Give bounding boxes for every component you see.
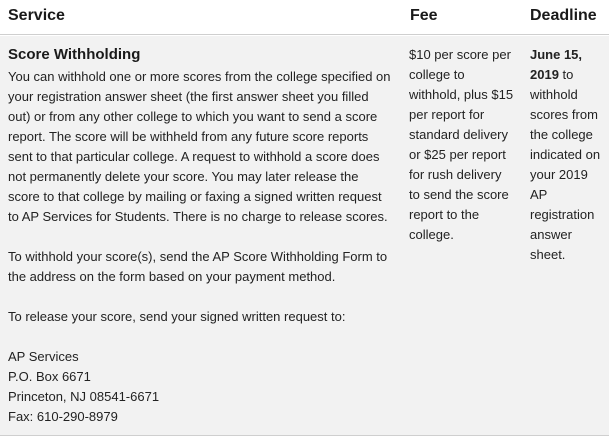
table-header-row (0, 0, 609, 35)
service-address (8, 347, 394, 427)
header-fee: Fee (410, 7, 438, 24)
deadline-line: sheet. (530, 247, 566, 262)
deadline-date-line-2 (530, 65, 606, 85)
service-line: To withhold your score(s), send the AP Score Withholding Form to (8, 249, 388, 264)
fee-line: college to (409, 67, 465, 82)
address-line: P.O. Box 6671 (8, 369, 91, 384)
service-line: the address on the form based on your payment method. (8, 269, 336, 284)
service-line: to AP Services for Students. There is no charge to release scores. (8, 209, 388, 224)
fee-line: report to the (409, 207, 480, 222)
fee-line: for rush delivery (409, 167, 502, 182)
deadline-line: scores from (530, 107, 598, 122)
deadline-line: your 2019 (530, 167, 588, 182)
service-line: out) or from any other college to which you want to send a score (8, 109, 378, 124)
service-line: your registration answer sheet (the first answer sheet you filled (8, 89, 369, 104)
address-line: AP Services (8, 349, 79, 364)
header-service: Service (8, 7, 65, 24)
fee-line: $10 per score per (409, 47, 511, 62)
fee-line: college. (409, 227, 454, 242)
fee-line: to send the score (409, 187, 509, 202)
deadline-line: the college (530, 127, 593, 142)
deadline-line: answer (530, 227, 572, 242)
deadline-year: 2019 (530, 67, 559, 82)
service-line: You can withhold one or more scores from the college specified on (8, 69, 391, 84)
fee-line: per report for (409, 107, 485, 122)
deadline-cell (530, 45, 606, 265)
fee-cell (409, 45, 519, 245)
service-line: To release your score, send your signed written request to: (8, 309, 346, 324)
table-row (0, 36, 609, 436)
deadline-suffix: to (558, 67, 574, 82)
deadline-line: registration (530, 207, 595, 222)
fax-line: Fax: 610-290-8979 (8, 409, 118, 424)
service-cell (8, 45, 394, 447)
deadline-line: withhold (530, 87, 578, 102)
deadline-line: AP (530, 187, 548, 202)
fee-line: withhold, plus $15 (409, 87, 514, 102)
service-line: report. The score will be withheld from any future score reports (8, 129, 369, 144)
service-paragraph-release (8, 307, 394, 327)
service-paragraph-withhold-form (8, 247, 394, 287)
fee-line: standard delivery (409, 127, 508, 142)
service-line: sent to that particular college. A request to withhold a score does (8, 149, 380, 164)
address-line: Princeton, NJ 08541-6671 (8, 389, 160, 404)
service-paragraph-withhold-info (8, 67, 394, 227)
service-line: score to that college by mailing or faxing a signed written request (8, 189, 382, 204)
fee-line: or $25 per report (409, 147, 506, 162)
deadline-line: indicated on (530, 147, 601, 162)
service-line: not permanently delete your score. You may later release the (8, 169, 359, 184)
service-title: Score Withholding (8, 46, 141, 63)
deadline-date-line: June 15, (530, 47, 583, 62)
header-deadline: Deadline (530, 7, 597, 24)
